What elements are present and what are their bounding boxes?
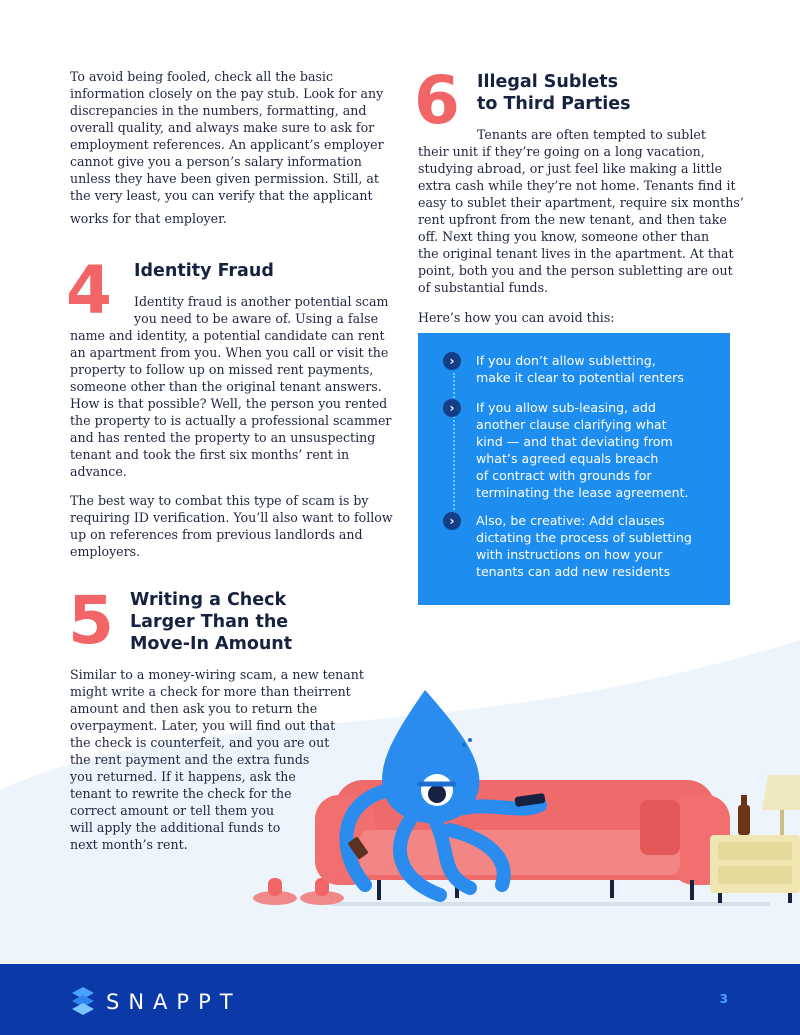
section-4-body: name and identity, a potential candidate can rent an apartment from you. When you call or visit the property to follow up on missed rent payments, someone other than the original tenant answers. How is that possible? Well, the person you rented the property to is actually a professional scammer and has rented the property to an unsuspecting tenant and took the first six months’ rent in advance. [70,328,392,479]
section-5-body: Similar to a money-wiring scam, a new tenant might write a check for more than theirrent amount and then ask you to return the overpayment. Later, you will find out that the check is counterfeit, and you are out the rent payment and the extra funds you returned. If it happens, ask the tenant to rewrite the check for the correct amount or tell them you will apply the additional funds to next month’s rent. [70,667,364,852]
section-5-number: 5 [68,582,114,659]
tip-item-1: If you don’t allow subletting, make it clear to potential renters [476,353,684,385]
section-6-number: 6 [414,62,460,139]
brand-name: SNAPPT [106,990,242,1014]
intro-paragraph-tail: works for that employer. [70,211,227,226]
section-4-number: 4 [66,252,112,329]
snappt-logo-icon [70,986,96,1016]
section-4-body-2: The best way to combat this type of scam is by requiring ID verification. You’ll also want to follow up on references from previous landlords and employers. [70,493,393,559]
octopus-on-couch-illustration [240,680,800,910]
page-number: 3 [719,992,728,1006]
tip-item-2: If you allow sub-leasing, add another clause clarifying what kind — and that deviating from what’s agreed equals breach of contract with grounds for terminating the lease agreement. [476,400,689,500]
chevron-right-circle-icon: › [443,352,461,370]
section-4-heading: Identity Fraud [134,261,274,281]
chevron-right-circle-icon: › [443,399,461,417]
footer-bar [0,964,800,1035]
avoid-intro: Here’s how you can avoid this: [418,310,615,325]
section-4-body-indented: Identity fraud is another potential scam you need to be aware of. Using a false [134,294,389,326]
section-6-heading: Illegal Sublets to Third Parties [477,72,631,114]
tips-dotted-connector [453,373,455,518]
tip-item-3: Also, be creative: Add clauses dictating the process of subletting with instructions on how your tenants can add new residents [476,513,692,579]
tips-box [418,333,730,605]
section-6-body: their unit if they’re going on a long vacation, studying abroad, or just feel like making a little extra cash while they’re not home. Tenants find it easy to sublet their apartment, require six months’ rent upfront from the new tenant, and then take off. Next thing you know, someone other than the original tenant lives in the apartment. At that point, both you and the person subletting are out of substantial funds. [418,144,744,295]
brand [70,986,270,1016]
chevron-right-circle-icon: › [443,512,461,530]
section-6-body-indented: Tenants are often tempted to sublet [477,127,706,142]
section-5-heading: Writing a Check Larger Than the Move-In Amount [130,590,293,654]
intro-paragraph: To avoid being fooled, check all the basic information closely on the pay stub. Look for any discrepancies in the numbers, formatting, and overall quality, and always make sure to ask for employment references. An applicant’s employer cannot give you a person’s salary information unless they have been given permission. Still, at the very least, you can verify that the applicant [70,69,384,203]
